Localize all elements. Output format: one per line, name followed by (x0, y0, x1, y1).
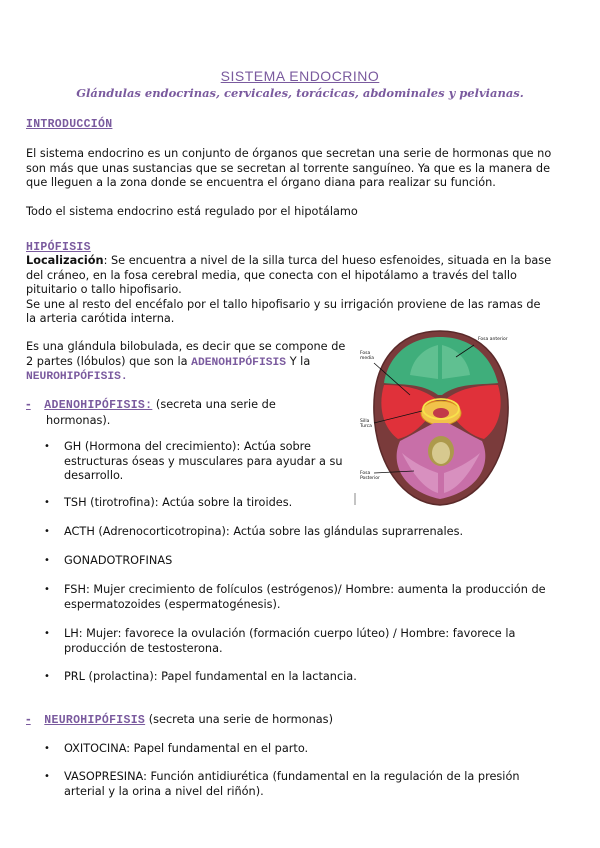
bullet-icon: • (44, 584, 50, 595)
neuro-heading-row (26, 713, 333, 729)
list-item-text: ACTH (Adrenocorticotropina): Actúa sobre las glándulas suprarrenales. (64, 525, 464, 538)
gland-line: 2 partes (lóbulos) que son la (26, 354, 192, 368)
list-item-text: estructuras óseas y musculares para ayudar a su (64, 454, 343, 468)
list-item-text: desarrollo. (64, 469, 124, 482)
list-item-text: FSH: Mujer crecimiento de folículos (estrógenos)/ Hombre: aumenta la producción de (64, 583, 546, 596)
neuro-dash: - (26, 713, 31, 726)
gland-line: Es una glándula bilobulada, es decir que se compone de (26, 340, 346, 353)
list-item (44, 670, 357, 685)
intro-line: que lleguen a la zona donde se encuentra el órgano diana para realizar su función. (26, 176, 496, 189)
list-item (44, 496, 292, 511)
bullet-icon: • (44, 628, 50, 639)
bullet-icon: • (44, 771, 50, 782)
label-silla-turca: Silla Turca (360, 419, 372, 429)
list-item (44, 554, 172, 569)
page-subtitle: Glándulas endocrinas, cervicales, torácicas, abdominales y pelvianas. (76, 86, 524, 100)
list-item (44, 525, 463, 540)
intro-line: son más que unas sustancias que se secretan al torrente sanguíneo. Ya que es la manera de (26, 161, 551, 175)
page-title: SISTEMA ENDOCRINO (220, 68, 380, 84)
list-item-text: TSH (tirotrofina): Actúa sobre la tiroides. (64, 496, 293, 509)
list-item (44, 742, 308, 757)
intro-paragraph (26, 147, 551, 191)
adeno-desc: hormonas). (46, 413, 111, 427)
intro-heading: INTRODUCCIÓN (26, 118, 113, 131)
list-item-text: GONADOTROFINAS (64, 554, 173, 567)
list-item-text: OXITOCINA: Papel fundamental en el parto. (64, 742, 309, 755)
neuro-desc: (secreta una serie de hormonas) (145, 713, 333, 726)
skull-base-figure (352, 323, 528, 509)
neuro-heading: NEUROHIPÓFISIS (44, 714, 146, 727)
bullet-icon: • (44, 743, 50, 754)
bullet-icon: • (44, 555, 50, 566)
list-item-text: LH: Mujer: favorece la ovulación (formación cuerpo lúteo) / Hombre: favorece la (64, 627, 516, 640)
label-fosa-posterior: Fosa Posterior (360, 471, 380, 481)
list-item-text: GH (Hormona del crecimiento): Actúa sobre (64, 440, 312, 453)
bullet-icon: • (44, 526, 50, 537)
list-item-text: VASOPRESINA: Función antidiurética (fundamental en la regulación de la presión (64, 770, 520, 783)
list-item-text: producción de testosterona. (64, 641, 223, 655)
bullet-icon: • (44, 671, 50, 682)
localizacion-line: : Se encuentra a nivel de la silla turca del hueso esfenoides, situada en la base (103, 254, 552, 267)
list-item (44, 627, 515, 656)
intro-line: El sistema endocrino es un conjunto de órganos que secretan una serie de hormonas que no (26, 147, 552, 160)
hipofisis-heading: HIPÓFISIS (26, 241, 91, 254)
label-fosa-anterior: Fosa anterior (478, 337, 508, 342)
list-item (44, 583, 546, 612)
list-item-text: arterial y la orina a nivel del riñón). (64, 784, 264, 798)
list-item (44, 440, 343, 484)
localizacion-paragraph (26, 254, 551, 327)
list-item-text: PRL (prolactina): Papel fundamental en la lactancia. (64, 670, 357, 683)
bullet-icon: • (44, 497, 50, 508)
localizacion-line: Se une al resto del encéfalo por el tallo hipofisario y su irrigación proviene de las ramas de (26, 297, 541, 311)
gland-line: Y la (289, 354, 311, 368)
adeno-heading-row (26, 398, 276, 428)
localizacion-label: Localización (26, 254, 104, 267)
neuro-term: NEUROHIPÓFISIS. (26, 371, 128, 383)
adeno-term: ADENOHIPÓFISIS (191, 356, 287, 369)
adeno-desc: (secreta una serie de (152, 398, 276, 411)
localizacion-line: la arteria carótida interna. (26, 312, 175, 325)
list-item-text: espermatozoides (espermatogénesis). (64, 597, 281, 611)
label-fosa-media: Fosa media (360, 351, 375, 361)
list-item (44, 770, 520, 799)
localizacion-line: pituitario o tallo hipofisario. (26, 283, 182, 296)
gland-paragraph (26, 340, 346, 385)
adeno-dash: - (26, 398, 31, 411)
bullet-icon: • (44, 441, 50, 452)
adeno-heading: ADENOHIPÓFISIS: (44, 399, 153, 412)
localizacion-line: del cráneo, en la fosa cerebral media, que conecta con el hipotálamo a través del tallo (26, 268, 517, 282)
regulation-text: Todo el sistema endocrino está regulado por el hipotálamo (26, 205, 358, 218)
